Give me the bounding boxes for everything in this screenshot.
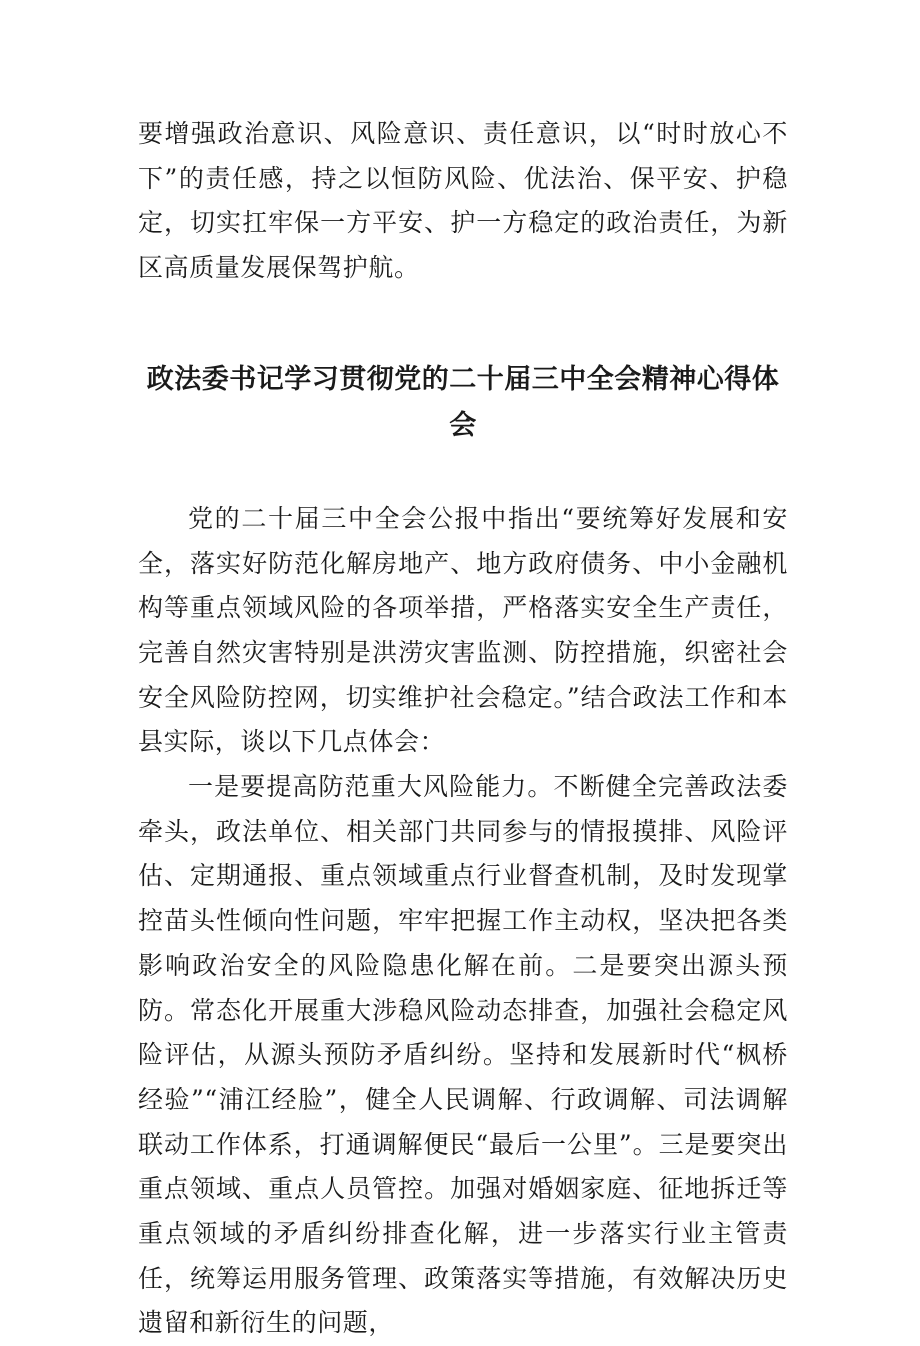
document-title: 政法委书记学习贯彻党的二十届三中全会精神心得体会 (146, 363, 780, 441)
title-block (138, 357, 788, 449)
body-paragraph-1: 党的二十届三中全会公报中指出“要统筹好发展和安全，落实好防范化解房地产、地方政府债务、中小金融机构等重点领域风险的各项举措，严格落实安全生产责任，完善自然灾害特别是洪涝灾害监测、防控措施，织密社会安全风险防控网，切实维护社会稳定。”结合政法工作和本县实际，谈以下几点体会： (138, 503, 788, 757)
document-body (138, 112, 788, 1346)
intro-paragraph: 要增强政治意识、风险意识、责任意识，以“时时放心不下”的责任感，持之以恒防风险、优法治、保平安、护稳定，切实扛牢保一方平安、护一方稳定的政治责任，为新区高质量发展保驾护航。 (138, 119, 788, 283)
body-paragraph-2: 一是要提高防范重大风险能力。不断健全完善政法委牵头，政法单位、相关部门共同参与的情报摸排、风险评估、定期通报、重点领域重点行业督查机制，及时发现掌控苗头性倾向性问题，牢牢把握工作主动权，坚决把各类影响政治安全的风险隐患化解在前。二是要突出源头预防。常态化开展重大涉稳风险动态排查，加强社会稳定风险评估，从源头预防矛盾纠纷。坚持和发展新时代“枫桥经验”“浦江经脸”，健全人民调解、行政调解、司法调解联动工作体系，打通调解便民“最后一公里”。三是要突出重点领域、重点人员管控。加强对婚姻家庭、征地拆迁等重点领域的矛盾纠纷排查化解，进一步落实行业主管责任，统筹运用服务管理、政策落实等措施，有效解决历史遗留和新衍生的问题， (138, 772, 788, 1338)
